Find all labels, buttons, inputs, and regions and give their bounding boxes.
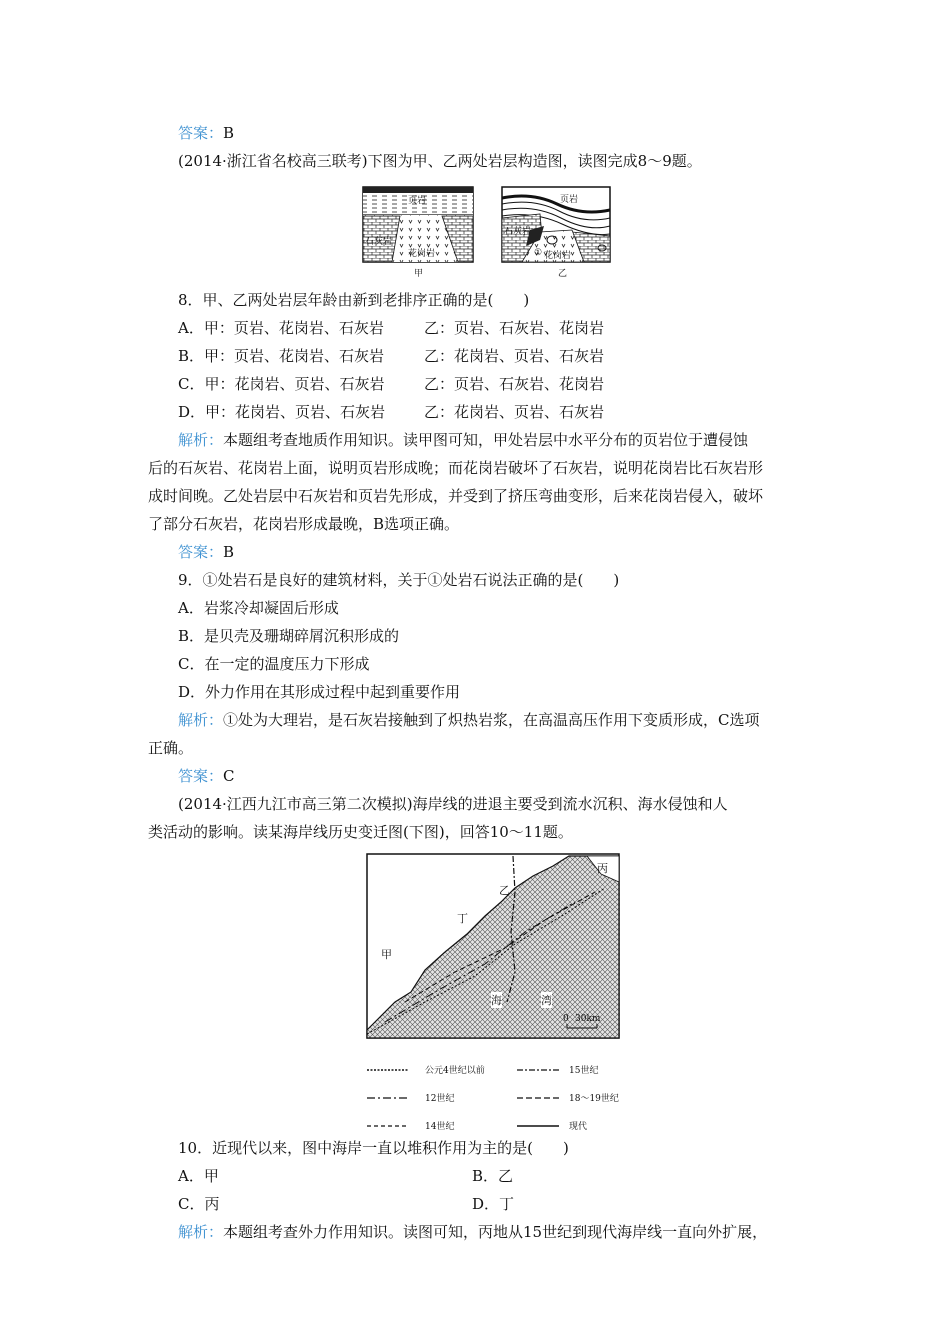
yi-label-granite: 花岗岩 <box>544 251 572 261</box>
label-wan: 湾 <box>541 994 552 1007</box>
yi-label-shale: 页岩 <box>560 195 579 205</box>
jia-label-granite: 花岗岩 <box>408 249 436 259</box>
q8-analysis-label: 解析： <box>178 431 224 449</box>
q8-option-c-left: C．甲：花岗岩、页岩、石灰岩 <box>178 375 385 393</box>
answer-label: 答案： <box>178 124 224 142</box>
q8-option-d-right: 乙：花岗岩、页岩、石灰岩 <box>424 403 605 421</box>
q9-analysis-text-1: ①处为大理岩，是石灰岩接触到了炽热岩浆，在高温高压作用下变质形成，C选项 <box>223 711 760 729</box>
q10-analysis-text-1: 本题组考查外力作用知识。读图可知，丙地从15世纪到现代海岸线一直向外扩展， <box>223 1223 768 1241</box>
legend-15th-century: 15世纪 <box>569 1066 599 1076</box>
answer-line <box>178 123 234 143</box>
q9-option-d: D．外力作用在其形成过程中起到重要作用 <box>178 683 461 701</box>
q10-option-c: C．丙 <box>178 1195 220 1213</box>
q10-stem: 10．近现代以来，图中海岸一直以堆积作用为主的是( ) <box>178 1139 569 1157</box>
q8-analysis-line-3: 成时间晚。乙处岩层中石灰岩和页岩先形成，并受到了挤压弯曲变形，后来花岗岩侵入，破坏 <box>148 487 764 505</box>
q9-option-c: C．在一定的温度压力下形成 <box>178 655 370 673</box>
place-bing: 丙 <box>597 862 608 875</box>
yi-label-limestone: 石灰岩 <box>504 227 532 237</box>
scale-zero: 0 <box>563 1014 569 1024</box>
q9-answer-value: C <box>223 767 235 785</box>
q8-option-c-right: 乙：页岩、石灰岩、花岗岩 <box>424 375 605 393</box>
legend-modern: 现代 <box>569 1122 588 1132</box>
label-hai: 海 <box>491 994 502 1007</box>
q8-option-a-right: 乙：页岩、石灰岩、花岗岩 <box>424 319 605 337</box>
intro2-line-1: (2014·江西九江市高三第二次模拟)海岸线的进退主要受到流水沉积、海水侵蚀和人 <box>178 795 728 813</box>
q8-analysis-text-1: 本题组考查地质作用知识。读甲图可知，甲处岩层中水平分布的页岩位于遭侵蚀 <box>223 431 749 449</box>
yi-caption: 乙 <box>558 269 568 279</box>
q8-analysis-line-1 <box>178 430 748 450</box>
map-legend <box>365 1060 625 1130</box>
q10-option-a: A．甲 <box>178 1167 219 1185</box>
scale-label: 30km <box>575 1014 601 1024</box>
q9-option-a: A．岩浆冷却凝固后形成 <box>178 599 339 617</box>
q8-analysis-line-4: 了部分石灰岩，花岗岩形成最晚，B选项正确。 <box>148 515 460 533</box>
q8-option-b-left: B．甲：页岩、花岗岩、石灰岩 <box>178 347 385 365</box>
q9-analysis-line-1 <box>178 710 760 730</box>
q8-option-b-right: 乙：花岗岩、页岩、石灰岩 <box>424 347 605 365</box>
q8-option-d-left: D．甲：花岗岩、页岩、石灰岩 <box>178 403 386 421</box>
place-jia: 甲 <box>381 948 392 961</box>
place-yi: 乙 <box>499 884 510 897</box>
q8-answer-line <box>178 542 234 562</box>
legend-18-19th-century: 18～19世纪 <box>569 1094 619 1104</box>
q8-answer-label: 答案： <box>178 543 224 561</box>
q9-analysis-line-2: 正确。 <box>148 739 194 757</box>
q10-option-b: B．乙 <box>472 1167 514 1185</box>
jia-label-shale: 页岩 <box>408 196 427 206</box>
q10-option-d: D．丁 <box>472 1195 515 1213</box>
q9-answer-label: 答案： <box>178 767 224 785</box>
intro-paragraph: (2014·浙江省名校高三联考)下图为甲、乙两处岩层构造图，读图完成8～9题。 <box>178 152 702 170</box>
q9-option-b: B．是贝壳及珊瑚碎屑沉积形成的 <box>178 627 400 645</box>
q9-answer-line <box>178 766 235 786</box>
legend-14th-century: 14世纪 <box>425 1122 455 1132</box>
yi-label-marker-1: ① <box>534 248 543 258</box>
legend-4th-century: 公元4世纪以前 <box>425 1066 485 1076</box>
jia-label-limestone: 石灰岩 <box>365 237 393 247</box>
legend-12th-century: 12世纪 <box>425 1094 455 1104</box>
q9-stem: 9．①处岩石是良好的建筑材料，关于①处岩石说法正确的是( ) <box>178 571 620 589</box>
q8-option-a-left: A．甲：页岩、花岗岩、石灰岩 <box>178 319 384 337</box>
q8-answer-value: B <box>223 543 235 561</box>
q9-analysis-label: 解析： <box>178 711 224 729</box>
q8-stem: 8．甲、乙两处岩层年龄由新到老排序正确的是( ) <box>178 291 530 309</box>
intro2-line-2: 类活动的影响。读某海岸线历史变迁图(下图)，回答10～11题。 <box>148 823 573 841</box>
place-ding: 丁 <box>457 912 468 925</box>
q10-analysis-line-1 <box>178 1222 767 1242</box>
jia-caption: 甲 <box>414 269 424 279</box>
answer-value: B <box>223 124 235 142</box>
rock-strata-figure <box>362 186 612 278</box>
q8-analysis-line-2: 后的石灰岩、花岗岩上面，说明页岩形成晚；而花岗岩破坏了石灰岩，说明花岗岩比石灰岩形 <box>148 459 764 477</box>
q10-analysis-label: 解析： <box>178 1223 224 1241</box>
coastline-map <box>365 852 625 1042</box>
